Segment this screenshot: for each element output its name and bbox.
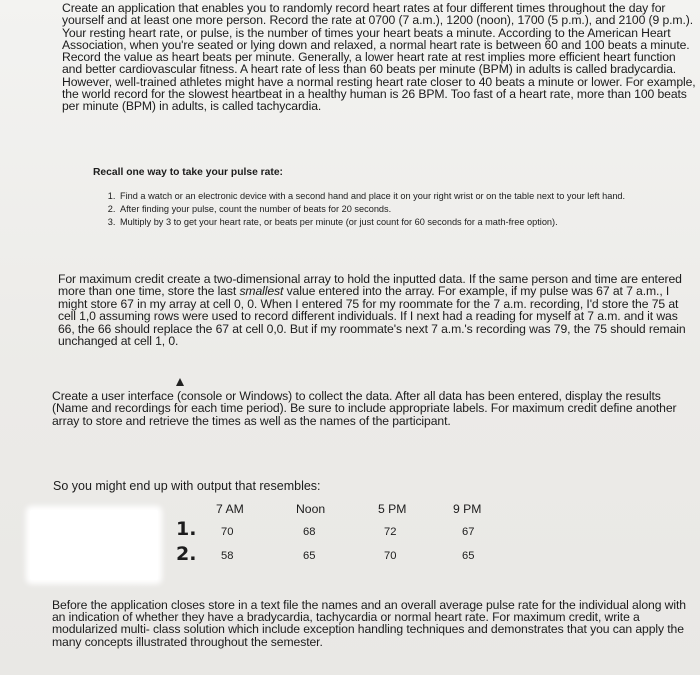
table-cell: 70 xyxy=(221,526,234,538)
pulse-step: 1. Find a watch or an electronic device with a second hand and place it on your right wrist or on the table next to your left hand. xyxy=(118,191,693,202)
table-cell: 58 xyxy=(221,550,234,562)
redacted-names-area xyxy=(30,510,158,580)
pulse-instructions-title: Recall one way to take your pulse rate: xyxy=(93,167,283,178)
table-cell: 65 xyxy=(303,550,316,562)
column-header-noon: Noon xyxy=(296,502,326,516)
ui-paragraph: Create a user interface (console or Windows) to collect the data. After all data has been entered, display the results (Name and recordings for each time period). Be sure to include appropriate labels. For maximum credit define another array to store and retrieve the times as well as the names of the participant. xyxy=(52,389,677,428)
max-credit-emphasis: smallest xyxy=(239,284,284,299)
column-header-9pm: 9 PM xyxy=(453,502,482,516)
max-credit-text-b: value entered into the array. For example, if my pulse was 67 at 7 a.m., I might store 67 in my array at cell 0, 0. When I entered 75 for my roommate for the 7 a.m. recording, I'd store the 75 at cell 1,0 assuming rows were used to record different individuals. If I next had a reading for myself at 7 a.m. and it was 66, the 66 should replace the 67 at cell 0,0. But if my roommate's next 7 a.m.'s recording was 79, the 75 should remain unchanged at cell 1, 0. xyxy=(58,284,686,349)
pulse-step: 3. Multiply by 3 to get your heart rate, or beats per minute (or just count for 60 seconds for a math-free option). xyxy=(118,217,693,228)
mouse-cursor-icon xyxy=(176,378,184,386)
table-cell: 70 xyxy=(384,550,397,562)
table-cell: 68 xyxy=(303,526,316,538)
column-header-5pm: 5 PM xyxy=(378,502,407,516)
table-cell: 72 xyxy=(384,526,397,538)
pulse-steps-list xyxy=(93,191,693,228)
closing-paragraph: Before the application closes store in a text file the names and an overall average pulse rate for the individual along with an indication of whether they have a bradycardia, tachycardia or normal heart rate. For maximum credit, write a modularized multi- class solution which include exception handling techniques and demonstrates that you can apply the many concepts illustrated throughout the semester. xyxy=(52,598,686,649)
table-cell: 65 xyxy=(462,550,475,562)
table-cell: 67 xyxy=(462,526,475,538)
column-header-7am: 7 AM xyxy=(216,502,244,516)
row-number: 2. xyxy=(176,543,197,565)
max-credit-text-a: For maximum credit create a two-dimensional array to hold the inputted data. If the same person and time are entered more than one time, store the last xyxy=(58,272,682,299)
max-credit-paragraph xyxy=(58,273,694,347)
output-intro: So you might end up with output that resembles: xyxy=(53,479,321,493)
pulse-step: 2. After finding your pulse, count the number of beats for 20 seconds. xyxy=(118,204,693,215)
row-number: 1. xyxy=(176,518,197,540)
pulse-instructions xyxy=(93,167,693,230)
intro-paragraph: Create an application that enables you to randomly record heart rates at four different times throughout the day for yourself and at least one more person. Record the rate at 0700 (7 a.m.), 1200 (noon), 1700 (5 p.m.), and 2100 (9 p.m.). Your resting heart rate, or pulse, is the number of times your heart beats a minute. According to the American Heart Association, when you're seated or lying down and relaxed, a normal heart rate is between 60 and 100 beats a minute. Record the value as heart beats per minute. Generally, a lower heart rate at rest implies more efficient heart function and better cardiovascular fitness. A heart rate of less than 60 beats per minute (BPM) in adults is called bradycardia. However, well-trained athletes might have a normal resting heart rate closer to 40 beats a minute or lower. For example, the world record for the slowest heartbeat in a healthy human is 26 BPM. Too fast of a heart rate, more than 100 beats per minute (BPM) in adults, is called tachycardia. xyxy=(62,1,696,114)
